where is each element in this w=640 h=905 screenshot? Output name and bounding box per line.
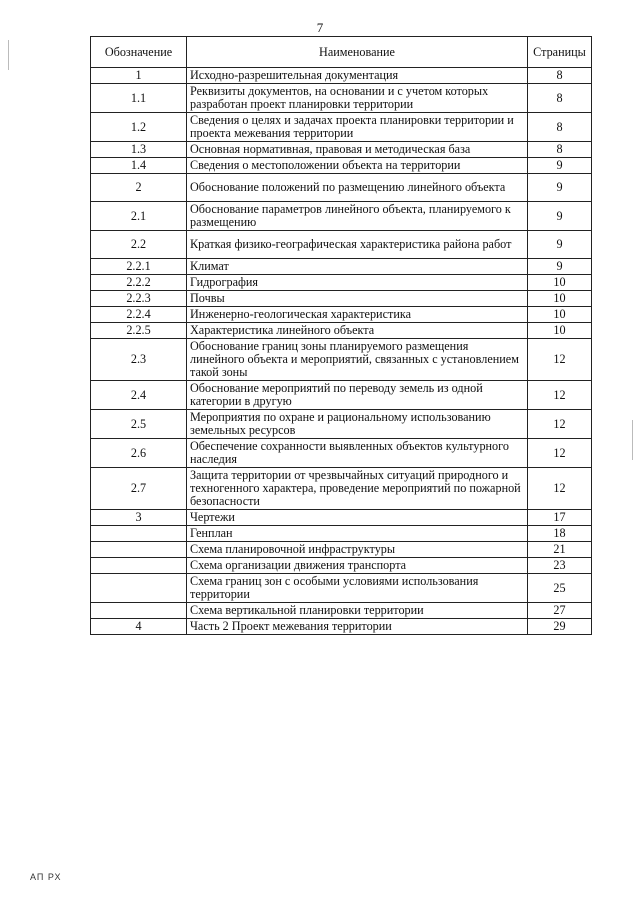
row-name: Обоснование параметров линейного объекта, планируемого к размещению: [187, 202, 528, 231]
row-code: 1.3: [91, 142, 187, 158]
table-row: [91, 410, 592, 439]
row-name: Схема планировочной инфраструктуры: [187, 542, 528, 558]
table-row: [91, 439, 592, 468]
scan-margin-mark: [632, 420, 633, 460]
row-page: 21: [528, 542, 592, 558]
table-row: [91, 202, 592, 231]
row-page: 9: [528, 158, 592, 174]
row-name: Сведения о местоположении объекта на территории: [187, 158, 528, 174]
row-page: 8: [528, 84, 592, 113]
row-code: 1: [91, 68, 187, 84]
table-header-row: [91, 37, 592, 68]
table-row: [91, 558, 592, 574]
row-page: 8: [528, 68, 592, 84]
row-name: Краткая физико-географическая характеристика района работ: [187, 231, 528, 259]
row-page: 12: [528, 468, 592, 510]
row-code: 1.2: [91, 113, 187, 142]
table-row: [91, 381, 592, 410]
row-code: 3: [91, 510, 187, 526]
row-code: 2.7: [91, 468, 187, 510]
row-code: 2.6: [91, 439, 187, 468]
row-code: 2.1: [91, 202, 187, 231]
row-name: Почвы: [187, 291, 528, 307]
row-page: 12: [528, 439, 592, 468]
row-page: 9: [528, 174, 592, 202]
row-name: Основная нормативная, правовая и методическая база: [187, 142, 528, 158]
row-code: [91, 558, 187, 574]
row-name: Обеспечение сохранности выявленных объектов культурного наследия: [187, 439, 528, 468]
header-code: Обозначение: [91, 37, 187, 68]
table-row: [91, 259, 592, 275]
row-code: [91, 526, 187, 542]
table-row: [91, 231, 592, 259]
table-row: [91, 542, 592, 558]
table-row: [91, 307, 592, 323]
row-name: Реквизиты документов, на основании и с учетом которых разработан проект планировки территории: [187, 84, 528, 113]
row-code: 2.2.5: [91, 323, 187, 339]
row-name: Схема границ зон с особыми условиями использования территории: [187, 574, 528, 603]
row-code: 2.4: [91, 381, 187, 410]
page-number: 7: [316, 20, 324, 35]
row-name: Сведения о целях и задачах проекта планировки территории и проекта межевания территории: [187, 113, 528, 142]
row-page: 27: [528, 603, 592, 619]
row-code: 1.1: [91, 84, 187, 113]
footer-stamp: АП РХ: [30, 872, 62, 882]
row-page: 10: [528, 275, 592, 291]
table-row: [91, 468, 592, 510]
row-page: 18: [528, 526, 592, 542]
row-code: 2.3: [91, 339, 187, 381]
table-row: [91, 603, 592, 619]
header-name: Наименование: [187, 37, 528, 68]
row-name: Исходно-разрешительная документация: [187, 68, 528, 84]
row-name: Часть 2 Проект межевания территории: [187, 619, 528, 635]
row-page: 10: [528, 323, 592, 339]
row-name: Мероприятия по охране и рациональному использованию земельных ресурсов: [187, 410, 528, 439]
table-row: [91, 142, 592, 158]
row-code: [91, 603, 187, 619]
row-page: 9: [528, 259, 592, 275]
row-code: 2: [91, 174, 187, 202]
row-page: 25: [528, 574, 592, 603]
row-page: 29: [528, 619, 592, 635]
row-name: Обоснование границ зоны планируемого размещения линейного объекта и мероприятий, связанных с установлением такой зоны: [187, 339, 528, 381]
table-body: [91, 68, 592, 635]
row-name: Схема организации движения транспорта: [187, 558, 528, 574]
row-name: Защита территории от чрезвычайных ситуаций природного и техногенного характера, проведение мероприятий по пожарной безопасности: [187, 468, 528, 510]
row-code: 2.5: [91, 410, 187, 439]
table-of-contents: [90, 36, 592, 635]
row-name: Гидрография: [187, 275, 528, 291]
row-name: Обоснование положений по размещению линейного объекта: [187, 174, 528, 202]
row-page: 23: [528, 558, 592, 574]
table-row: [91, 619, 592, 635]
row-code: 4: [91, 619, 187, 635]
table-row: [91, 68, 592, 84]
row-code: 1.4: [91, 158, 187, 174]
row-name: Схема вертикальной планировки территории: [187, 603, 528, 619]
row-code: 2.2: [91, 231, 187, 259]
table-row: [91, 510, 592, 526]
row-name: Климат: [187, 259, 528, 275]
row-page: 12: [528, 381, 592, 410]
table-row: [91, 174, 592, 202]
row-code: [91, 542, 187, 558]
row-code: 2.2.2: [91, 275, 187, 291]
table-row: [91, 526, 592, 542]
table-row: [91, 275, 592, 291]
row-page: 10: [528, 291, 592, 307]
table-row: [91, 291, 592, 307]
row-page: 10: [528, 307, 592, 323]
row-page: 8: [528, 142, 592, 158]
row-name: Чертежи: [187, 510, 528, 526]
row-page: 8: [528, 113, 592, 142]
row-page: 12: [528, 339, 592, 381]
table-row: [91, 113, 592, 142]
row-code: 2.2.4: [91, 307, 187, 323]
row-name: Обоснование мероприятий по переводу земель из одной категории в другую: [187, 381, 528, 410]
scan-margin-mark: [8, 40, 9, 70]
row-code: 2.2.3: [91, 291, 187, 307]
header-pages: Страницы: [528, 37, 592, 68]
table-row: [91, 323, 592, 339]
table-row: [91, 84, 592, 113]
row-name: Инженерно-геологическая характеристика: [187, 307, 528, 323]
table-row: [91, 574, 592, 603]
row-code: [91, 574, 187, 603]
row-page: 9: [528, 202, 592, 231]
row-name: Генплан: [187, 526, 528, 542]
row-page: 17: [528, 510, 592, 526]
row-page: 9: [528, 231, 592, 259]
row-name: Характеристика линейного объекта: [187, 323, 528, 339]
row-code: 2.2.1: [91, 259, 187, 275]
table-row: [91, 158, 592, 174]
table-row: [91, 339, 592, 381]
row-page: 12: [528, 410, 592, 439]
